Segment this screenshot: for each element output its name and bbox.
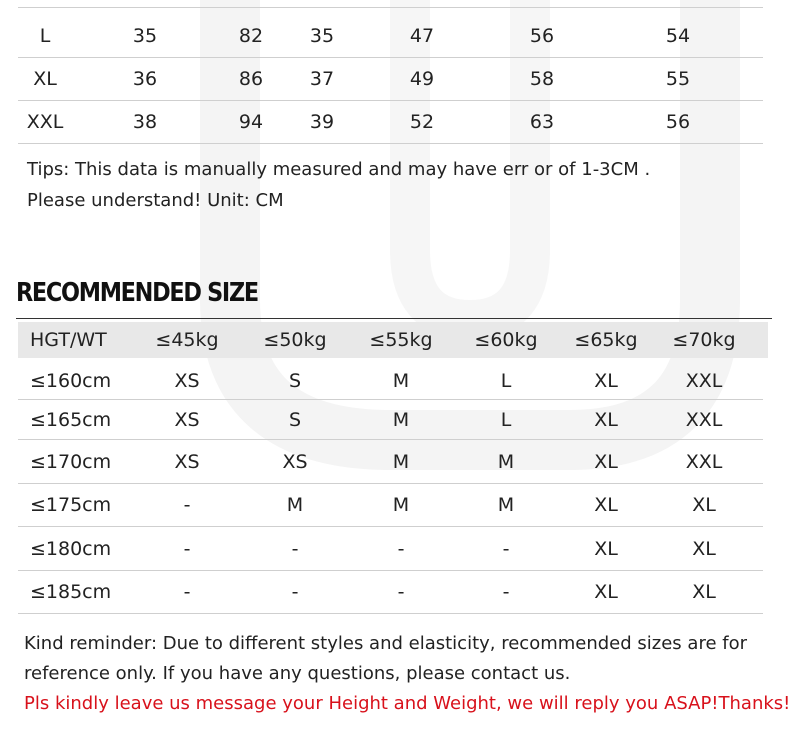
measure-cell: 63 [529, 110, 555, 133]
header-cell: ≤60kg [474, 329, 538, 351]
size-cell: XS [174, 408, 200, 431]
size-cell: - [183, 537, 191, 560]
size-cell: XXL [685, 370, 723, 392]
measurement-tips [27, 154, 650, 216]
size-cell: XL [594, 537, 618, 560]
table-row [18, 440, 763, 484]
size-cell: XXL [26, 110, 64, 133]
size-cell: L [500, 370, 512, 392]
measure-cell: 39 [309, 110, 335, 133]
title-divider [16, 318, 772, 319]
table-row [18, 57, 763, 101]
tips-line: Tips: This data is manually measured and may have err or of 1-3CM . [27, 159, 651, 180]
table-header-row [18, 322, 768, 358]
size-cell: S [288, 408, 302, 431]
size-cell: XL [594, 494, 618, 516]
contact-message: Pls kindly leave us message your Height and Weight, we will reply you ASAP!Thanks! [24, 693, 790, 714]
measure-cell: 58 [529, 67, 555, 90]
size-cell: - [397, 581, 405, 603]
measure-cell: 56 [529, 24, 555, 47]
size-cell: M [497, 494, 515, 516]
header-cell: ≤55kg [369, 329, 433, 351]
size-cell: L [500, 408, 512, 431]
size-cell: - [291, 581, 299, 603]
measure-cell: 38 [132, 110, 158, 133]
measure-cell: 47 [409, 24, 435, 47]
size-cell: XL [594, 450, 618, 473]
size-cell: - [397, 537, 405, 560]
measure-cell: 86 [238, 67, 264, 90]
size-cell: L [39, 24, 51, 47]
size-cell: M [392, 494, 410, 516]
height-cell: ≤185cm [30, 581, 112, 603]
table-row [18, 14, 763, 58]
table-row [18, 100, 763, 144]
header-cell: HGT/WT [30, 329, 107, 351]
size-cell: M [497, 450, 515, 473]
size-cell: - [502, 581, 510, 603]
section-title: RECOMMENDED SIZE [16, 278, 258, 308]
table-row [18, 527, 763, 571]
measure-cell: 82 [238, 24, 264, 47]
table-row [18, 571, 763, 614]
size-cell: XS [174, 450, 200, 473]
size-table-top-rule [18, 7, 763, 8]
measure-cell: 35 [309, 24, 335, 47]
height-cell: ≤165cm [30, 408, 112, 431]
header-cell: ≤45kg [155, 329, 219, 351]
table-row [18, 400, 763, 440]
header-cell: ≤65kg [574, 329, 638, 351]
kind-reminder [24, 629, 747, 689]
measure-cell: 36 [132, 67, 158, 90]
size-cell: XXL [685, 408, 723, 431]
measure-cell: 37 [309, 67, 335, 90]
size-cell: XL [594, 408, 618, 431]
size-cell: - [183, 494, 191, 516]
measure-cell: 49 [409, 67, 435, 90]
measure-cell: 52 [409, 110, 435, 133]
measure-cell: 55 [665, 67, 691, 90]
size-cell: XL [594, 370, 618, 392]
size-cell: XL [692, 537, 716, 560]
header-cell: ≤70kg [672, 329, 736, 351]
size-cell: XS [282, 450, 308, 473]
size-cell: S [288, 370, 302, 392]
size-cell: M [286, 494, 304, 516]
height-cell: ≤160cm [30, 370, 112, 392]
size-cell: - [291, 537, 299, 560]
reminder-line: reference only. If you have any questions, please contact us. [24, 663, 571, 684]
header-cell: ≤50kg [263, 329, 327, 351]
height-cell: ≤180cm [30, 537, 112, 560]
measure-cell: 56 [665, 110, 691, 133]
measure-cell: 35 [132, 24, 158, 47]
size-cell: XL [692, 494, 716, 516]
tips-line: Please understand! Unit: CM [27, 190, 284, 211]
measure-cell: 54 [665, 24, 691, 47]
reminder-line: Kind reminder: Due to different styles and elasticity, recommended sizes are for [24, 633, 747, 654]
height-cell: ≤170cm [30, 450, 112, 473]
size-cell: - [502, 537, 510, 560]
measure-cell: 94 [238, 110, 264, 133]
table-row [18, 363, 763, 400]
size-cell: M [392, 450, 410, 473]
size-cell: XL [594, 581, 618, 603]
size-cell: M [392, 408, 410, 431]
size-cell: XL [692, 581, 716, 603]
table-row [18, 484, 763, 527]
height-cell: ≤175cm [30, 494, 112, 516]
size-cell: XS [174, 370, 200, 392]
size-cell: XXL [685, 450, 723, 473]
size-cell: - [183, 581, 191, 603]
size-cell: XL [33, 67, 57, 90]
size-cell: M [392, 370, 410, 392]
